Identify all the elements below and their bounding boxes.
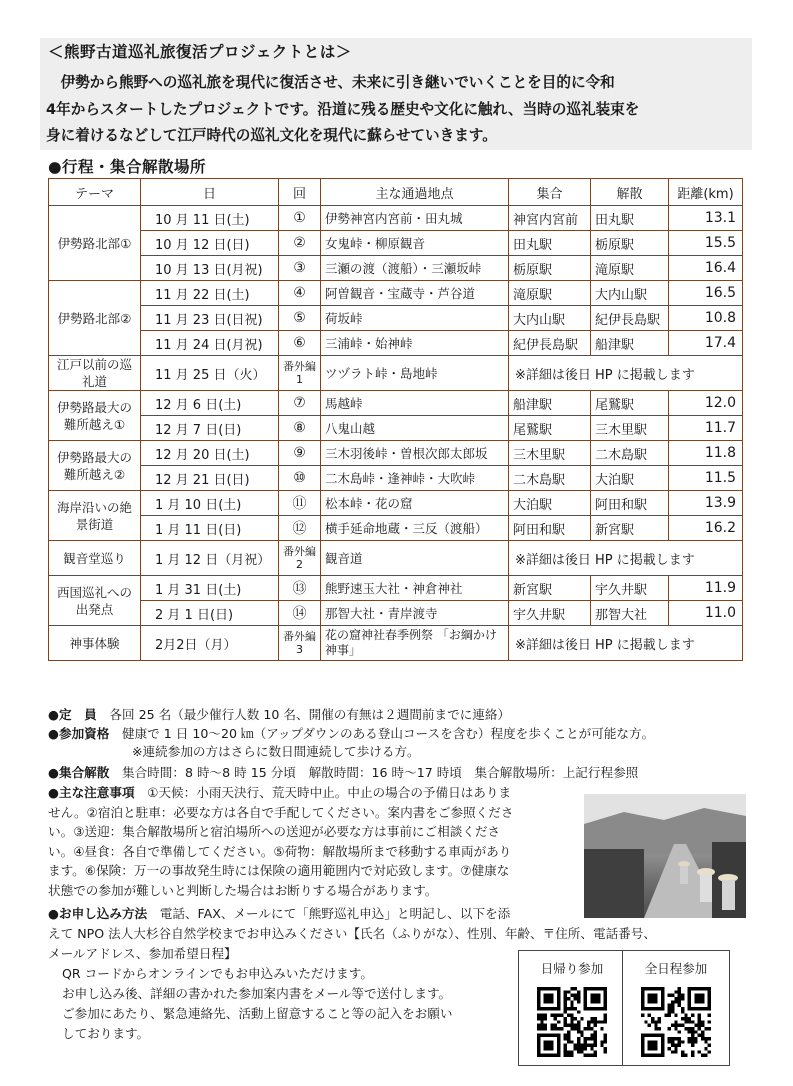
qualification-text: 健康で 1 日 10～20 ㎞（アップダウンのある登山コースを含む）程度を歩くことが可能な方。 <box>121 726 655 741</box>
meeting-line <box>48 764 638 782</box>
meet-cell: 紀伊長島駅 <box>509 331 591 356</box>
dismiss-cell: 栃原駅 <box>591 231 669 256</box>
header-route: 主な通過地点 <box>321 179 509 206</box>
table-row <box>49 491 743 516</box>
caution-line: せん。②宿泊と駐車：必要な方は各自で手配してください。案内書をご参照くださ <box>48 804 514 820</box>
theme-cell: 江戸以前の巡礼道 <box>49 356 141 391</box>
pilgrims-photo <box>584 794 746 918</box>
qualification-label: ●参加資格 <box>48 726 110 741</box>
meet-cell: 大内山駅 <box>509 306 591 331</box>
table-row <box>49 626 743 661</box>
detail-note-cell: ※詳細は後日 HP に掲載します <box>509 541 743 576</box>
round-cell: ⑧ <box>279 416 321 441</box>
meet-cell: 二木島駅 <box>509 466 591 491</box>
round-cell: 番外編 2 <box>279 541 321 576</box>
round-cell: 番外編 3 <box>279 626 321 661</box>
apply-line: 電話、FAX、メールにて「熊野巡礼申込」と明記し、以下を添 <box>159 906 511 921</box>
dismiss-cell: 大内山駅 <box>591 281 669 306</box>
dismiss-cell: 那智大社 <box>591 601 669 626</box>
header-date: 日 <box>141 179 279 206</box>
header-theme: テーマ <box>49 179 141 206</box>
round-cell: ⑥ <box>279 331 321 356</box>
qr-label-all: 全日程参加 <box>644 961 708 976</box>
route-cell: 那智大社・青岸渡寺 <box>321 601 509 626</box>
table-row <box>49 391 743 416</box>
date-cell: 12 月 21 日(日) <box>141 466 279 491</box>
round-cell: ⑭ <box>279 601 321 626</box>
meet-cell: 尾鷲駅 <box>509 416 591 441</box>
dismiss-cell: 船津駅 <box>591 331 669 356</box>
theme-cell: 観音堂巡り <box>49 541 141 576</box>
qualification-note: ※連続参加の方はさらに数日間連続して歩ける方。 <box>132 744 420 759</box>
schedule-table <box>48 178 743 661</box>
caution-line: 状態での参加が難しいと判断した場合はお断りする場合があります。 <box>48 882 438 898</box>
distance-cell: 16.5 <box>669 281 743 306</box>
caution-line: い。③送迎：集合解散場所と宿泊場所への送迎が必要な方は事前にご相談くださ <box>48 824 501 839</box>
meeting-text: 集合時間：8 時～8 時 15 分頃 解散時間：16 時～17 時頃 集合解散場所：上記行程参照 <box>121 765 639 780</box>
theme-cell: 西国巡礼への出発点 <box>49 576 141 626</box>
date-cell: 12 月 20 日(土) <box>141 441 279 466</box>
dismiss-cell: 新宮駅 <box>591 516 669 541</box>
meet-cell: 神宮内宮前 <box>509 206 591 231</box>
distance-cell: 11.9 <box>669 576 743 601</box>
qr-box-all <box>622 950 730 1066</box>
meet-cell: 宇久井駅 <box>509 601 591 626</box>
distance-cell: 16.2 <box>669 516 743 541</box>
meet-cell: 大泊駅 <box>509 491 591 516</box>
round-cell: ⑬ <box>279 576 321 601</box>
meet-cell: 船津駅 <box>509 391 591 416</box>
detail-note-cell: ※詳細は後日 HP に掲載します <box>509 626 743 661</box>
route-cell: 三瀬の渡（渡船）・三瀬坂峠 <box>321 256 509 281</box>
route-cell: 伊勢神宮内宮前・田丸城 <box>321 206 509 231</box>
route-cell: 馬越峠 <box>321 391 509 416</box>
capacity-label: ●定 員 <box>48 707 97 722</box>
route-cell: 三木羽後峠・曽根次郎太郎坂 <box>321 441 509 466</box>
round-cell: ③ <box>279 256 321 281</box>
distance-cell: 15.5 <box>669 231 743 256</box>
distance-cell: 16.4 <box>669 256 743 281</box>
dismiss-cell: 滝原駅 <box>591 256 669 281</box>
meet-cell: 阿田和駅 <box>509 516 591 541</box>
date-cell: 10 月 13 日(月祝) <box>141 256 279 281</box>
meet-cell: 三木里駅 <box>509 441 591 466</box>
round-cell: ⑪ <box>279 491 321 516</box>
distance-cell: 11.7 <box>669 416 743 441</box>
theme-cell: 海岸沿いの絶景街道 <box>49 491 141 541</box>
qr-code-day[interactable] <box>537 987 607 1057</box>
route-cell: 横手延命地蔵・三反（渡船） <box>321 516 509 541</box>
round-cell: ⑤ <box>279 306 321 331</box>
table-row <box>49 466 743 491</box>
theme-cell: 伊勢路北部① <box>49 206 141 281</box>
route-cell: 阿曽観音・宝蔵寺・芦谷道 <box>321 281 509 306</box>
online-line: しております。 <box>62 1026 150 1041</box>
meet-cell: 滝原駅 <box>509 281 591 306</box>
header-dismiss: 解散 <box>591 179 669 206</box>
dismiss-cell: 紀伊長島駅 <box>591 306 669 331</box>
table-row <box>49 576 743 601</box>
route-cell: 女鬼峠・柳原観音 <box>321 231 509 256</box>
round-cell: ① <box>279 206 321 231</box>
theme-cell: 伊勢路最大の難所越え① <box>49 391 141 441</box>
table-row <box>49 331 743 356</box>
meet-cell: 栃原駅 <box>509 256 591 281</box>
qr-code-all[interactable] <box>641 987 711 1057</box>
intro-line: 伊勢から熊野への巡礼旅を現代に復活させ、未来に引き継いでいくことを目的に令和 <box>46 74 615 91</box>
dismiss-cell: 大泊駅 <box>591 466 669 491</box>
intro-title: ＜熊野古道巡礼旅復活プロジェクトとは＞ <box>48 43 352 61</box>
caution-block <box>48 783 578 900</box>
date-cell: 1 月 10 日(土) <box>141 491 279 516</box>
capacity-text: 各回 25 名（最少催行人数 10 名、開催の有無は２週間前までに連絡） <box>109 707 511 722</box>
table-row <box>49 206 743 231</box>
qr-box-day <box>518 950 626 1066</box>
apply-line: メールアドレス、参加希望日程】 <box>48 946 237 961</box>
route-cell: 熊野速玉大社・神倉神社 <box>321 576 509 601</box>
route-cell: 花の窟神社春季例祭 「お綱かけ神事」 <box>321 626 509 661</box>
round-cell: ② <box>279 231 321 256</box>
distance-cell: 13.9 <box>669 491 743 516</box>
table-row <box>49 601 743 626</box>
intro-line: 4年からスタートしたプロジェクトです。沿道に残る歴史や文化に触れ、当時の巡礼装束を <box>46 100 640 118</box>
date-cell: 11 月 22 日(土) <box>141 281 279 306</box>
date-cell: 2月2日（月） <box>141 626 279 661</box>
route-cell: 荷坂峠 <box>321 306 509 331</box>
route-cell: ツヅラト峠・島地峠 <box>321 356 509 391</box>
qualification-line <box>48 725 654 743</box>
intro-line: 身に着けるなどして江戸時代の巡礼文化を現代に蘇らせていきます。 <box>46 127 497 144</box>
distance-cell: 13.1 <box>669 206 743 231</box>
date-cell: 10 月 12 日(日) <box>141 231 279 256</box>
online-line: QR コードからオンラインでもお申込みいただけます。 <box>62 966 373 981</box>
distance-cell: 12.0 <box>669 391 743 416</box>
apply-label: ●お申し込み方法 <box>48 906 148 921</box>
meet-cell: 田丸駅 <box>509 231 591 256</box>
route-cell: 観音道 <box>321 541 509 576</box>
online-line: お申し込み後、詳細の書かれた参加案内書をメール等で送付します。 <box>62 986 452 1001</box>
online-block <box>62 964 452 1044</box>
caution-line: ます。⑥保険：万一の事故発生時には保険の適用範囲内で対応致します。⑦健康な <box>48 863 510 878</box>
date-cell: 1 月 12 日（月祝） <box>141 541 279 576</box>
schedule-body <box>49 206 743 661</box>
dismiss-cell: 宇久井駅 <box>591 576 669 601</box>
capacity-line <box>48 706 510 724</box>
schedule-title: ●行程・集合解散場所 <box>48 158 207 176</box>
table-row <box>49 256 743 281</box>
distance-cell: 11.5 <box>669 466 743 491</box>
date-cell: 10 月 11 日(土) <box>141 206 279 231</box>
online-line: ご参加にあたり、緊急連絡先、活動上留意すること等の記入をお願い <box>62 1006 453 1021</box>
distance-cell: 11.8 <box>669 441 743 466</box>
intro-body <box>46 70 752 150</box>
qr-label-day: 日帰り参加 <box>540 961 604 976</box>
table-row <box>49 416 743 441</box>
round-cell: 番外編 1 <box>279 356 321 391</box>
date-cell: 1 月 31 日(土) <box>141 576 279 601</box>
table-row <box>49 281 743 306</box>
dismiss-cell: 田丸駅 <box>591 206 669 231</box>
theme-cell: 伊勢路北部② <box>49 281 141 356</box>
round-cell: ⑩ <box>279 466 321 491</box>
date-cell: 12 月 7 日(日) <box>141 416 279 441</box>
caution-label: ●主な注意事項 <box>48 785 135 800</box>
table-row <box>49 541 743 576</box>
table-row <box>49 356 743 391</box>
date-cell: 11 月 24 日(月祝) <box>141 331 279 356</box>
dismiss-cell: 二木島駅 <box>591 441 669 466</box>
route-cell: 二木島峠・逢神峠・大吹峠 <box>321 466 509 491</box>
caution-line: ①天候：小雨天決行、荒天時中止。中止の場合の予備日はありま <box>147 785 512 800</box>
header-round: 回 <box>279 179 321 206</box>
round-cell: ⑦ <box>279 391 321 416</box>
header-distance: 距離(km) <box>669 179 743 206</box>
theme-cell: 伊勢路最大の難所越え② <box>49 441 141 491</box>
route-cell: 三浦峠・始神峠 <box>321 331 509 356</box>
round-cell: ④ <box>279 281 321 306</box>
dismiss-cell: 阿田和駅 <box>591 491 669 516</box>
table-row <box>49 231 743 256</box>
date-cell: 12 月 6 日(土) <box>141 391 279 416</box>
detail-note-cell: ※詳細は後日 HP に掲載します <box>509 356 743 391</box>
theme-cell: 神事体験 <box>49 626 141 661</box>
meeting-label: ●集合解散 <box>48 765 110 780</box>
round-cell: ⑫ <box>279 516 321 541</box>
date-cell: 11 月 25 日（火） <box>141 356 279 391</box>
header-meet: 集合 <box>509 179 591 206</box>
meet-cell: 新宮駅 <box>509 576 591 601</box>
route-cell: 八鬼山越 <box>321 416 509 441</box>
date-cell: 11 月 23 日(日祝) <box>141 306 279 331</box>
apply-line: えて NPO 法人大杉谷自然学校までお申込みください【氏名（ふりがな）、性別、年齢、〒住所、電話番号、 <box>48 926 656 941</box>
date-cell: 2 月 1 日(日) <box>141 601 279 626</box>
distance-cell: 17.4 <box>669 331 743 356</box>
table-row <box>49 516 743 541</box>
round-cell: ⑨ <box>279 441 321 466</box>
date-cell: 1 月 11 日(日) <box>141 516 279 541</box>
distance-cell: 10.8 <box>669 306 743 331</box>
table-header-row <box>49 179 743 206</box>
table-row <box>49 306 743 331</box>
dismiss-cell: 三木里駅 <box>591 416 669 441</box>
table-row <box>49 441 743 466</box>
route-cell: 松本峠・花の窟 <box>321 491 509 516</box>
dismiss-cell: 尾鷲駅 <box>591 391 669 416</box>
caution-line: い。④昼食：各自で準備してください。⑤荷物：解散場所まで移動する車両があり <box>48 843 512 859</box>
distance-cell: 11.0 <box>669 601 743 626</box>
